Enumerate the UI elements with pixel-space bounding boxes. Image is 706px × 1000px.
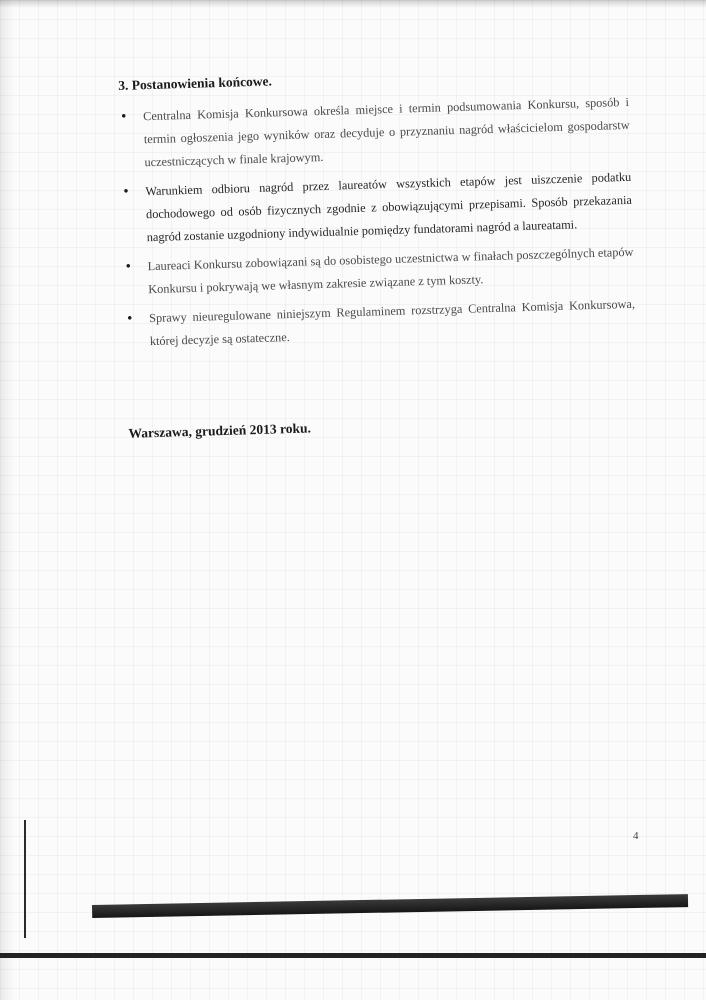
provision-item-2: • Warunkiem odbioru nagród przez laureatów wszystkich etapów jest uiszczenie podatku dochodowego od osób fizycznych zgodnie z obowiązującymi przepisami. Sposób przekazania nagród zostanie uzgodniony indywidualnie pomiędzy fundatorami nagród a laureatami. xyxy=(121,166,633,250)
page-number: 4 xyxy=(633,830,639,842)
section-heading: 3. Postanowienia końcowe. xyxy=(118,73,273,93)
document-content xyxy=(118,63,639,442)
place-date-line: Warszawa, grudzień 2013 roku. xyxy=(128,420,312,441)
scan-top-edge xyxy=(0,0,706,8)
provision-item-4: • Sprawy nieuregulowane niniejszym Regulaminem rozstrzyga Centralna Komisja Konkursowa, której decyzje są ostateczne. xyxy=(125,293,636,354)
scan-artifact-bar-lower xyxy=(0,953,706,958)
provision-item-3: • Laureaci Konkursu zobowiązani są do osobistego uczestnictwa w finałach poszczególnych etapów Konkursu i pokrywają we własnym zakresie związane z tym koszty. xyxy=(123,241,634,302)
scan-artifact-left-line xyxy=(24,820,26,938)
provision-item-1: • Centralna Komisja Konkursowa określa miejsce i termin podsumowania Konkursu, sposób i termin ogłoszenia jego wyników oraz decyduje o przyznaniu nagród właścicielom gospodarstw uczestniczących w finale krajowym. xyxy=(119,91,631,175)
scan-artifact-bar-upper xyxy=(92,894,688,918)
provisions-list xyxy=(119,91,636,354)
scan-left-edge xyxy=(0,0,14,1000)
